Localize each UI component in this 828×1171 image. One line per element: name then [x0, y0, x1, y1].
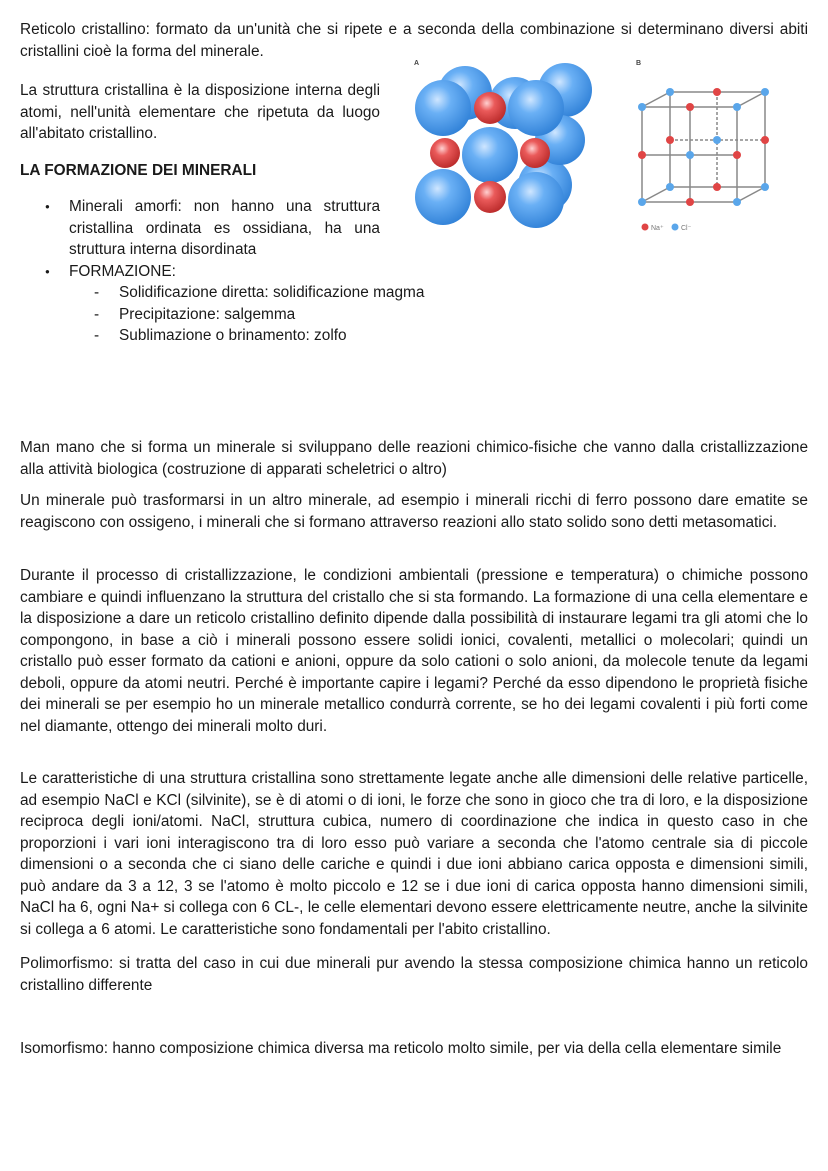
sub-list-item: - Sublimazione o brinamento: zolfo	[20, 325, 460, 347]
bullet-icon: ●	[45, 266, 50, 276]
lattice-model	[642, 92, 765, 202]
bullet-list	[20, 196, 460, 347]
intro-paragraph: Reticolo cristallino: formato da un'unità che si ripete e a seconda della combinazione si determinano diversi abiti cristallini cioè la forma del minerale.	[20, 21, 808, 60]
lattice-atoms	[638, 88, 769, 206]
struttura-paragraph: La struttura cristallina è la disposizione interna degli atomi, nell'unità elementare che ripetuta da luogo all'abitato cristallino.	[20, 82, 380, 142]
bullet-icon: ●	[45, 202, 50, 211]
paragraph: Isomorfismo: hanno composizione chimica diversa ma reticolo molto simile, per via della cella elementare simile	[20, 1040, 782, 1057]
cl-legend-icon	[672, 224, 679, 231]
paragraph: Man mano che si forma un minerale si sviluppano delle reazioni chimico-fisiche che vanno dalla cristallizzazione alla attività biologica (costruzione di apparati scheletrici o altro)	[20, 439, 808, 478]
paragraph: Le caratteristiche di una struttura cristallina sono strettamente legate anche alle dimensioni delle relative particelle, ad esempio NaCl e KCl (silvinite), se è di atomi o di ioni, le forze che sono in gioco che tra di loro, e la disposizione reciproca degli ioni/atomi. NaCl, struttura cubica, numero di coordinazione che indica in questo caso in che proporzioni i vari ioni interagiscono tra di loro esso può variare a seconda che l'atomo centrale sia di piccole dimensioni o a seconda che ci siano delle cariche e quindi i due ioni abbiano carica opposta e dimensioni simili, può andare da 3 a 12, 3 se l'atomo è molto piccolo e 12 se i due ioni di carica opposta hanno dimensioni simili, NaCl ha 6, ogni Na+ si collega con 6 CL-, le celle elementari devono essere elettricamente neutre, anche la silvinite si collega a 6 atomi. Le caratteristiche sono fondamentali per l'abito cristallino.	[20, 770, 808, 938]
paragraph: Polimorfismo: si tratta del caso in cui due minerali pur avendo la stessa composizione chimica hanno un reticolo cristallino differente	[20, 955, 808, 994]
legend-cl: Cl⁻	[681, 225, 692, 232]
dash-icon: -	[94, 284, 100, 301]
na-legend-icon	[642, 224, 649, 231]
list-item: ● FORMAZIONE:	[20, 261, 460, 283]
space-filling-model	[415, 63, 592, 228]
sub-list-item: - Solidificazione diretta: solidificazione magma	[20, 282, 460, 304]
list-item: ● Minerali amorfi: non hanno una struttura cristallina ordinata es ossidiana, ha una struttura interna disordinata	[45, 198, 380, 258]
figure-label-a: A	[414, 60, 420, 67]
section-heading: LA FORMAZIONE DEI MINERALI	[20, 162, 257, 179]
paragraph: Un minerale può trasformarsi in un altro minerale, ad esempio i minerali ricchi di ferro possono dare ematite se reagiscono con ossigeno, i minerali che si formano attraverso reazioni allo stato solido sono detti metasomatici.	[20, 492, 808, 531]
figure-label-b: B	[636, 60, 642, 67]
sub-list-item: - Precipitazione: salgemma	[20, 304, 460, 326]
paragraph: Durante il processo di cristallizzazione, le condizioni ambientali (pressione e temperatura) o chimiche possono cambiare e quindi influenzano la struttura del cristallo che si sta formando. La formazione di una cella elementare e la disposizione a dare un reticolo cristallino definito dipende dalla possibilità di instaurare legami tra gli atomi che lo compongono, in base a ciò i minerali possono essere solidi ionici, covalenti, metallici o molecolari; quindi un cristallo può esser formato da cationi e anioni, oppure da solo cationi o solo anioni, da molecole tenute da legami deboli, oppure da atomi neutri. Perché è importante capire i legami? Perché da esso dipendono le proprietà fisiche dei minerali se per esempio ho un minerale metallico condurrà corrente, se ho dei legami covalenti i più forti come nel diamante, ottengo dei minerali molto duri.	[20, 567, 808, 735]
dash-icon: -	[94, 305, 100, 323]
dash-icon: -	[94, 327, 100, 344]
nacl-crystal-figure	[395, 45, 815, 245]
legend-na: Na⁺	[651, 225, 664, 232]
